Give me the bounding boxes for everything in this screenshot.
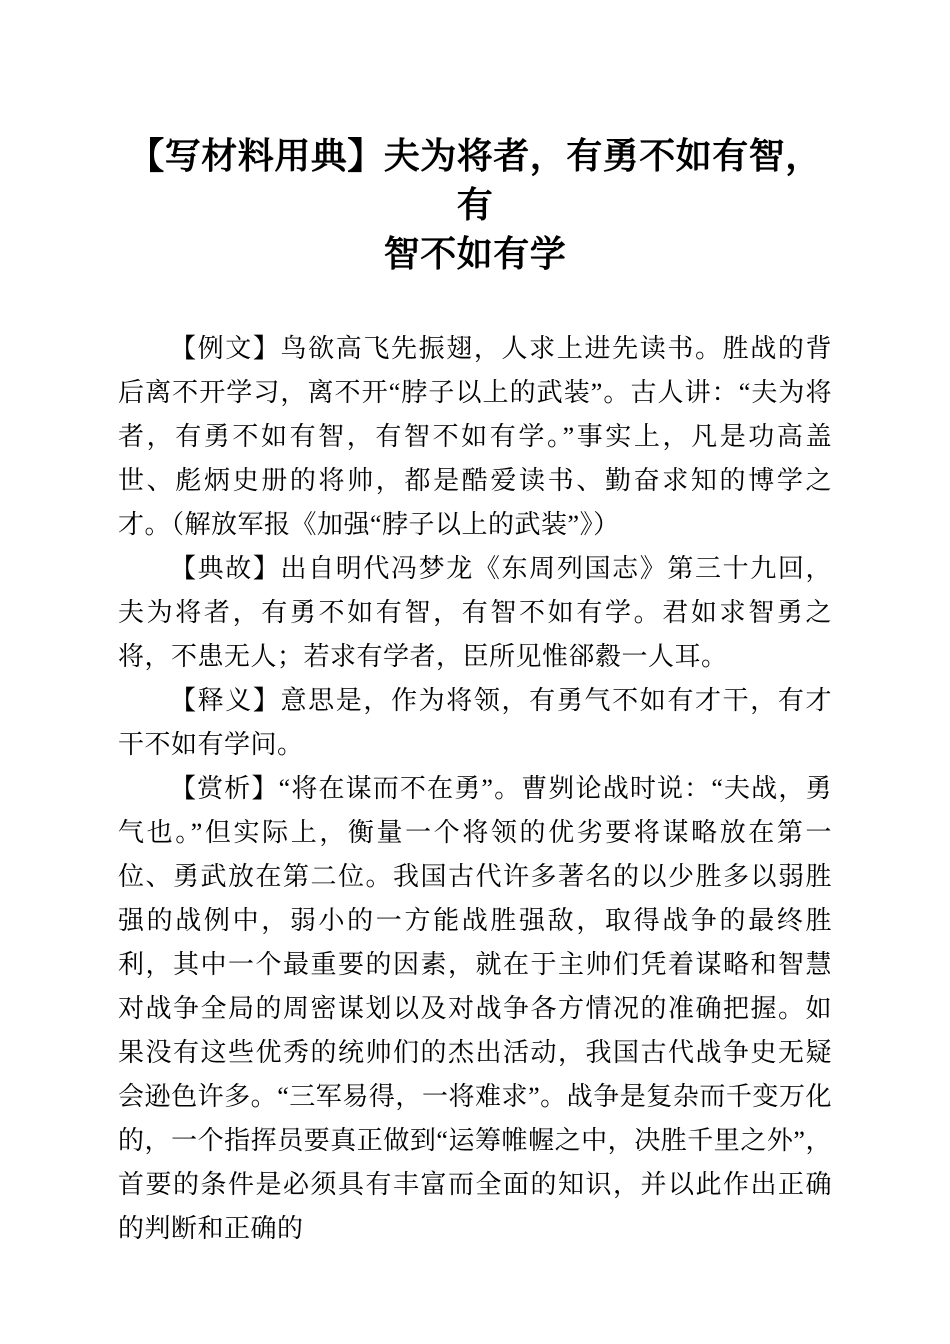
paragraph-definition-shiyi: 【释义】意思是，作为将领，有勇气不如有才干，有才干不如有学问。	[118, 686, 832, 759]
page-title	[118, 132, 832, 279]
document-body	[118, 327, 832, 1251]
page-title-line-1: 【写材料用典】夫为将者，有勇不如有智，有	[128, 136, 822, 225]
page-title-line-2: 智不如有学	[383, 234, 567, 274]
paragraph-appreciation-shangxi: 【赏析】“将在谋而不在勇”。曹刿论战时说：“夫战，勇气也。”但实际上，衡量一个将领的优劣要将谋略放在第一位、勇武放在第二位。我国古代许多著名的以少胜多以弱胜强的战例中，弱小的一方能战胜强敌，取得战争的最终胜利，其中一个最重要的因素，就在于主帅们凭着谋略和智慧对战争全局的周密谋划以及对战争各方情况的准确把握。如果没有这些优秀的统帅们的杰出活动，我国古代战争史无疑会逊色许多。“三军易得，一将难求”。战争是复杂而千变万化的，一个指挥员要真正做到“运筹帷幄之中，决胜千里之外”，首要的条件是必须具有丰富而全面的知识，并以此作出正确的判断和正确的	[118, 774, 832, 1243]
paragraph-example-liwen: 【例文】鸟欲高飞先振翅，人求上进先读书。胜战的背后离不开学习，离不开“脖子以上的武装”。古人讲：“夫为将者，有勇不如有智，有智不如有学。”事实上，凡是功高盖世、彪炳史册的将帅，都是酷爱读书、勤奋求知的博学之才。（解放军报《加强“脖子以上的武装”》）	[118, 334, 832, 539]
paragraph-allusion-diangu: 【典故】出自明代冯梦龙《东周列国志》第三十九回，夫为将者，有勇不如有智，有智不如有学。君如求智勇之将，不患无人；若求有学者，臣所见惟郤縠一人耳。	[118, 554, 832, 671]
